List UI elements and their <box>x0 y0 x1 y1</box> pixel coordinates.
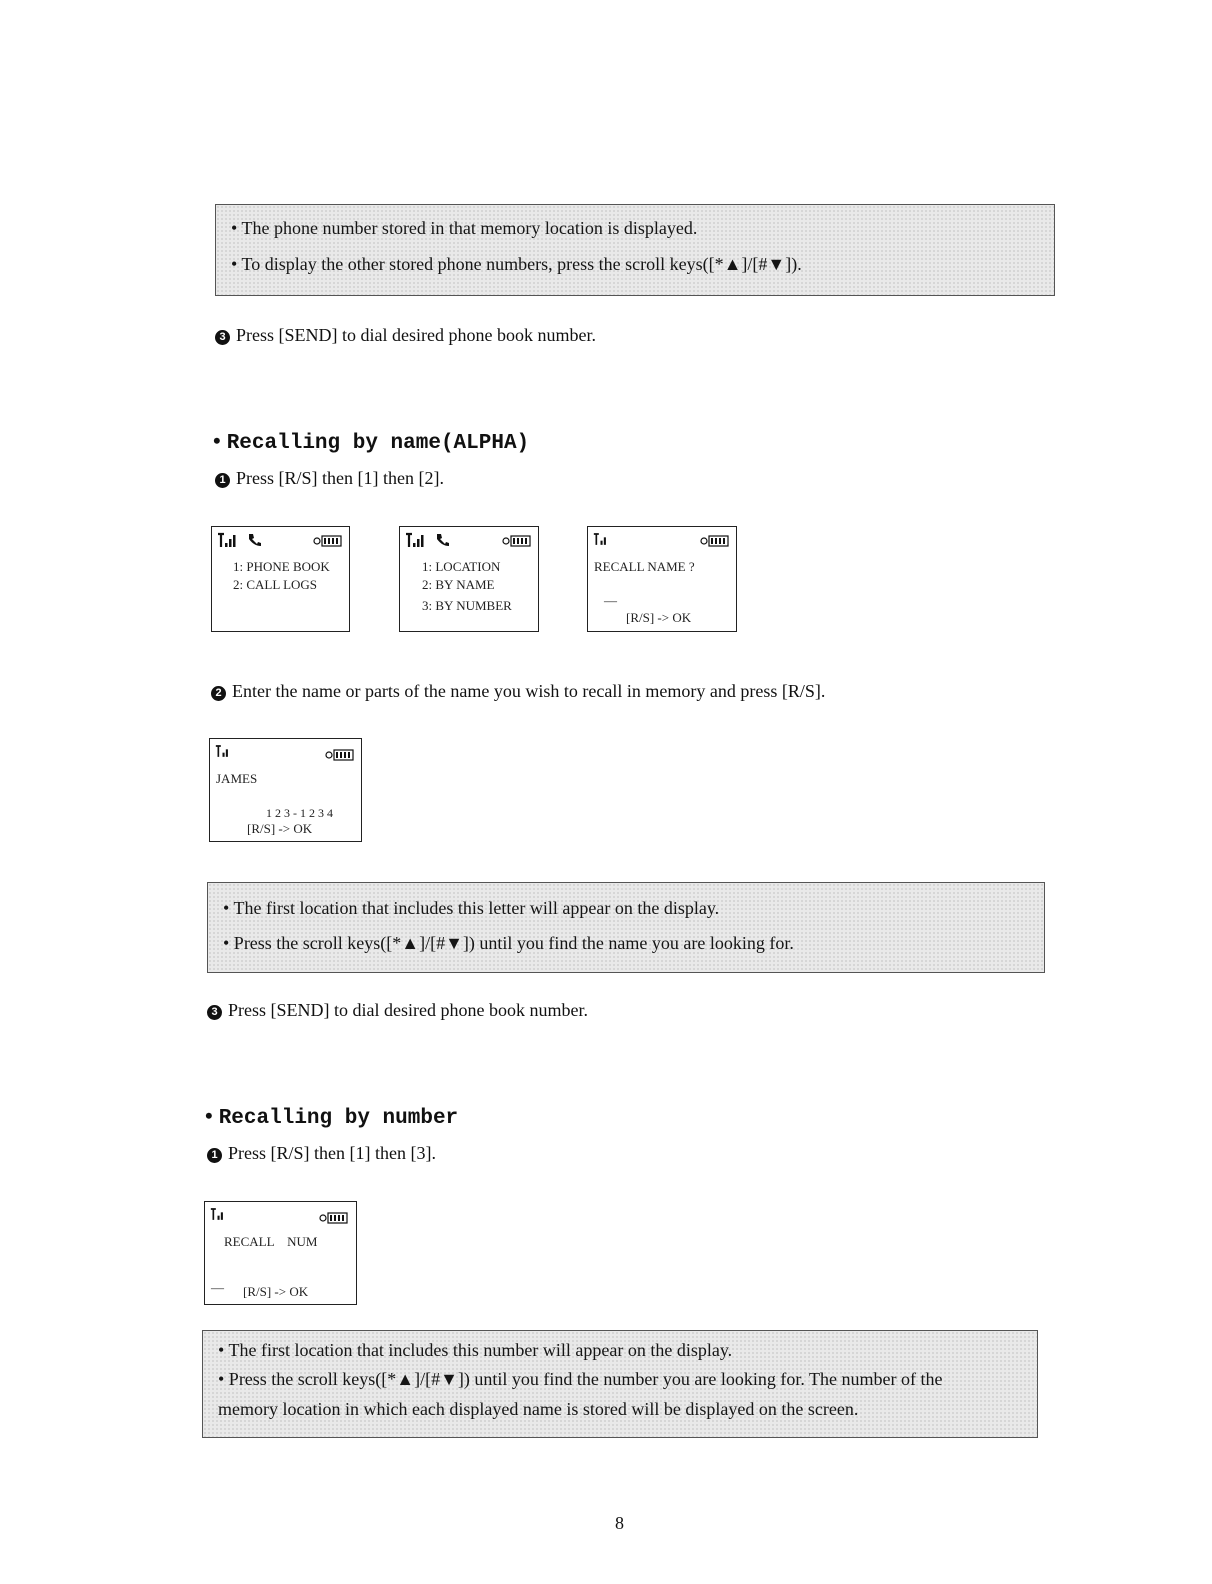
step-text: Press [SEND] to dial desired phone book number. <box>236 325 596 345</box>
contact-name: JAMES <box>216 771 258 786</box>
bullet-icon: • <box>205 1103 213 1128</box>
battery-icon <box>313 535 343 547</box>
lcd-screen-name-result <box>209 738 362 842</box>
step-text: Press [SEND] to dial desired phone book number. <box>228 1000 588 1020</box>
confirm-hint: [R/S] -> OK <box>243 1284 309 1299</box>
confirm-hint: [R/S] -> OK <box>626 610 692 625</box>
step-text: Press [R/S] then [1] then [3]. <box>228 1143 436 1163</box>
lcd-screen-recall-name <box>587 526 737 632</box>
step-number-badge: 1 <box>207 1148 222 1163</box>
bullet-icon: • <box>213 428 221 453</box>
confirm-hint: [R/S] -> OK <box>247 821 313 836</box>
signal-icon <box>215 744 235 758</box>
contact-number: 1 2 3 - 1 2 3 4 <box>266 806 333 820</box>
heading-text: Recalling by name(ALPHA) <box>226 432 530 455</box>
note-line: • Press the scroll keys([*▲]/[#▼]) until you find the number you are looking for. The number of the <box>218 1369 943 1389</box>
handset-icon <box>248 533 262 547</box>
battery-icon <box>700 535 730 547</box>
step-number-badge: 3 <box>207 1005 222 1020</box>
step-number-badge: 1 <box>215 473 230 488</box>
lcd-screen-phone-book <box>211 526 350 632</box>
lcd-screen-search-menu <box>399 526 539 632</box>
page-number: 8 <box>615 1513 624 1533</box>
note-line: memory location in which each displayed name is stored will be displayed on the screen. <box>218 1399 859 1419</box>
note-box-alpha <box>207 882 1045 973</box>
heading-text: Recalling by number <box>218 1107 459 1130</box>
menu-item: 2: BY NAME <box>422 577 495 592</box>
cursor-mark: — <box>211 1280 224 1295</box>
signal-icon <box>217 532 241 548</box>
battery-icon <box>325 749 355 761</box>
step-number-1 <box>207 1143 436 1164</box>
section-heading-alpha <box>213 428 529 455</box>
step-number-badge: 3 <box>215 330 230 345</box>
menu-item: 3: BY NUMBER <box>422 598 512 613</box>
menu-item: 1: LOCATION <box>422 559 501 574</box>
battery-icon <box>502 535 532 547</box>
lcd-screen-recall-number <box>204 1201 357 1305</box>
menu-item: 1: PHONE BOOK <box>233 559 330 574</box>
step-number-badge: 2 <box>211 686 226 701</box>
note-box-top <box>215 204 1055 296</box>
step-text: Enter the name or parts of the name you wish to recall in memory and press [R/S]. <box>232 681 826 701</box>
step-send-dial <box>207 1000 588 1021</box>
handset-icon <box>436 533 450 547</box>
note-line: • Press the scroll keys([*▲]/[#▼]) until you find the name you are looking for. <box>223 933 794 953</box>
step-alpha-2 <box>211 681 825 702</box>
signal-icon <box>210 1207 230 1221</box>
note-line: • To display the other stored phone numbers, press the scroll keys([*▲]/[#▼]). <box>231 254 802 274</box>
battery-icon <box>319 1212 349 1224</box>
note-line: • The first location that includes this letter will appear on the display. <box>223 898 720 918</box>
prompt-text: RECALL NAME ? <box>594 559 695 574</box>
step-text: Press [R/S] then [1] then [2]. <box>236 468 444 488</box>
step-alpha-1 <box>215 468 444 489</box>
note-line: • The first location that includes this number will appear on the display. <box>218 1340 733 1360</box>
note-box-number <box>202 1330 1038 1438</box>
cursor-mark: — <box>604 593 617 608</box>
note-line: • The phone number stored in that memory location is displayed. <box>231 218 698 238</box>
section-heading-number <box>205 1103 458 1130</box>
signal-icon <box>405 532 429 548</box>
menu-item: 2: CALL LOGS <box>233 577 318 592</box>
step-send-dial <box>215 325 596 346</box>
prompt-text: RECALL NUM <box>224 1234 318 1249</box>
signal-icon <box>593 532 613 546</box>
